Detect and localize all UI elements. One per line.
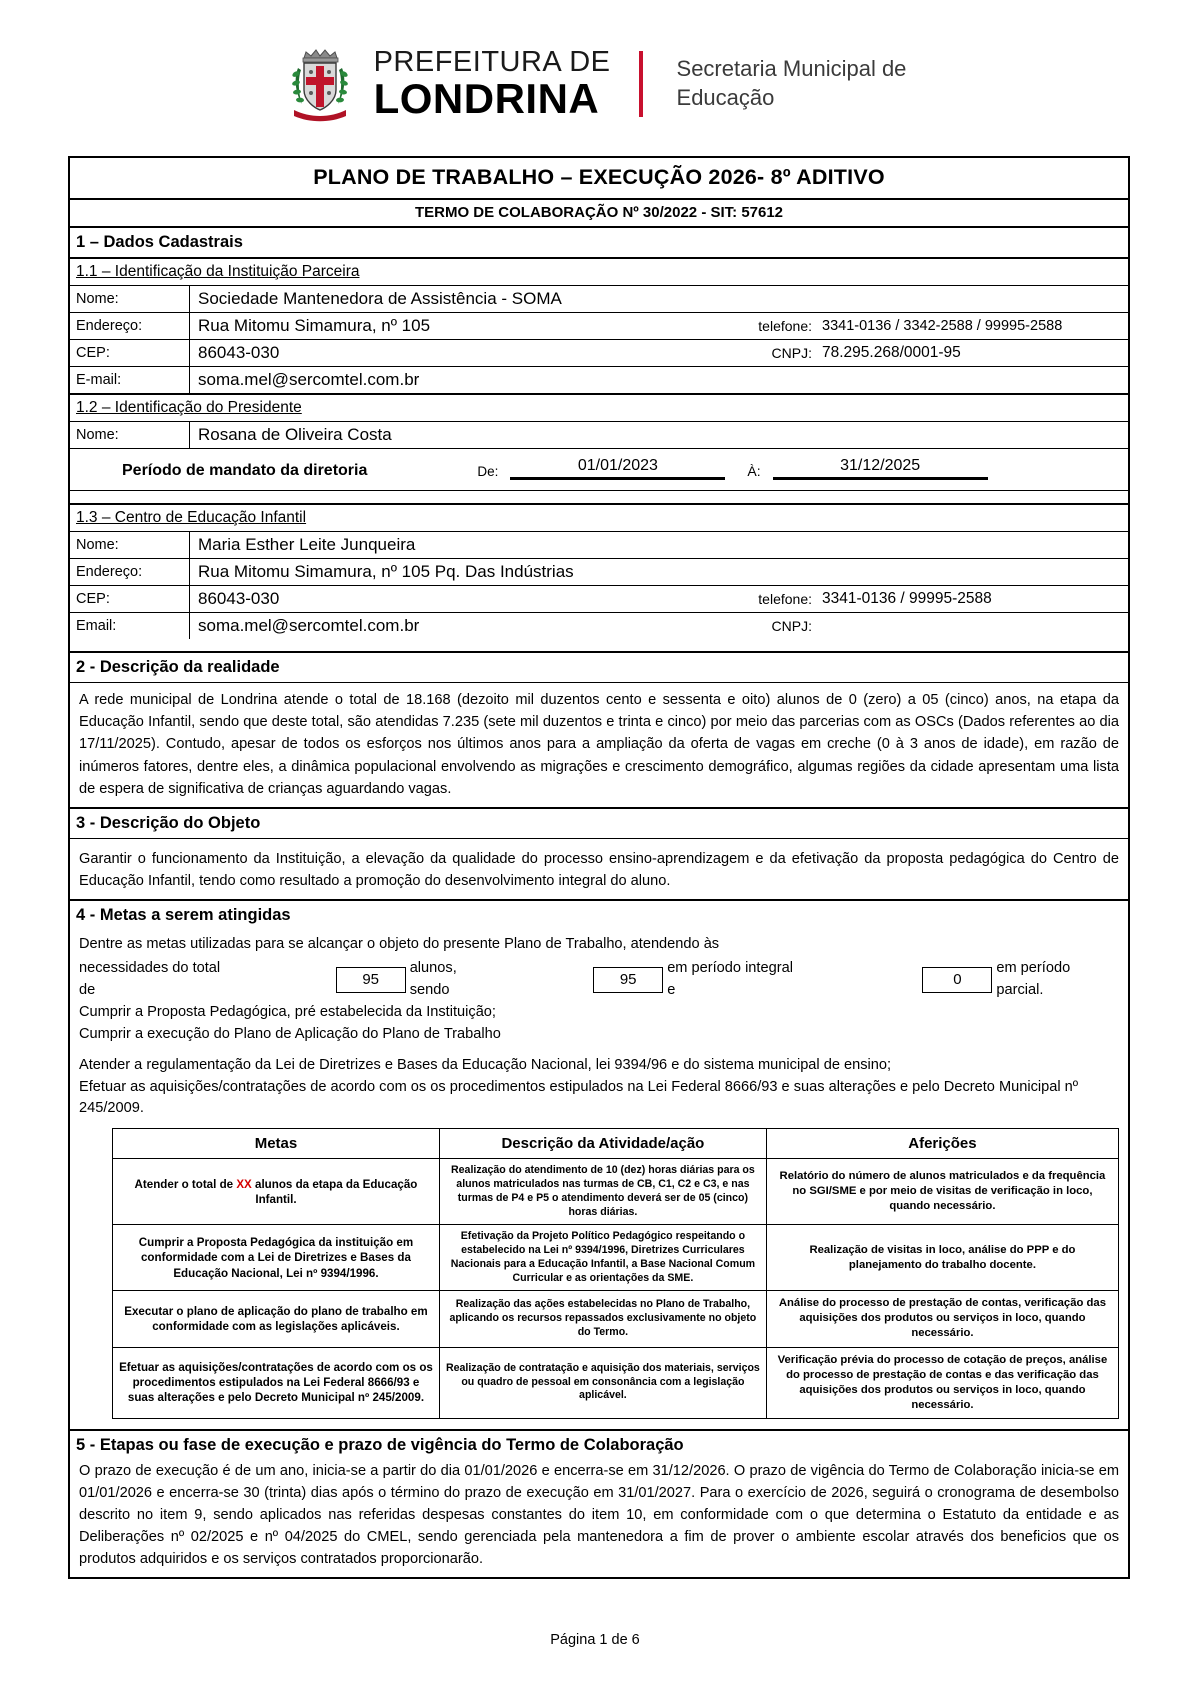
mandato-de-label: De: [477, 464, 499, 479]
section-5-etapas [70, 1431, 1128, 1578]
table-row [113, 1159, 1119, 1225]
mandato-ate-label: À: [747, 463, 761, 479]
nome-value[interactable]: Sociedade Mantenedora de Assistência - SOMA [198, 289, 562, 308]
section-5-paragraph: O prazo de execução é de um ano, inicia-se a partir do dia 01/01/2026 e encerra-se em 31/12/2026. O prazo de vigência do Termo de Colaboração inicia-se em 01/01/2026 e encerra-se 30 (trinta) dias após o término do prazo de execução em 31/01/2027. Para o exercício de 2026, seguirá o cronograma de desembolso descrito no item 9, sendo aplicados nas referidas despesas constantes do item 10, em conformidade com o que determina o Estatuto da entidade e as Deliberações nº 02/2025 e nº 04/2025 do CMEL, sendo gerenciada pela mantenedora a fim de prover o ambiente escolar através dos beneficios que os produtos adquiridos e os serviços contratados proporcionarão. [79, 1462, 1119, 1568]
cei-endereco-value[interactable]: Rua Mitomu Simamura, nº 105 Pq. Das Indústrias [198, 562, 574, 581]
section-4-metas [70, 901, 1128, 1430]
cei-telefone-value[interactable]: 3341-0136 / 99995-2588 [822, 590, 992, 607]
field-row-nome-presidente [70, 422, 1128, 449]
subsection-1-2-heading: 1.2 – Identificação do Presidente [70, 395, 1128, 422]
endereco-label: Endereço: [70, 313, 190, 339]
letterhead [0, 0, 1190, 134]
metas-line-1: Dentre as metas utilizadas para se alcançar o objeto do presente Plano de Trabalho, atendendo às [79, 936, 720, 953]
field-row-email-cei [70, 613, 1128, 639]
londrina-coat-of-arms-icon [284, 44, 356, 124]
endereco-text[interactable]: Rua Mitomu Simamura, nº 105 [198, 316, 431, 335]
cei-email-label: Email: [70, 613, 190, 639]
cei-email-value [190, 613, 1128, 639]
field-row-nome-cei [70, 532, 1128, 559]
metas-line-3: Cumprir a Proposta Pedagógica, pré estabelecida da Instituição; [79, 1003, 496, 1020]
cei-endereco-label: Endereço: [70, 559, 190, 585]
metas-col-header-descricao: Descrição da Atividade/ação [439, 1129, 766, 1159]
section-4-heading: 4 - Metas a serem atingidas [76, 906, 291, 925]
nome-label: Nome: [70, 286, 190, 312]
metas-line-4: Cumprir a execução do Plano de Aplicação do Plano de Trabalho [79, 1025, 501, 1042]
section-3-paragraph: Garantir o funcionamento da Instituição, a elevação da qualidade do processo ensino-aprendizagem e da efetivação da proposta pedagógica do Centro de Educação Infantil, tendo como resultado a promoção do desenvolvimento integral do aluno. [79, 850, 1119, 890]
prefeitura-wordmark [374, 48, 611, 120]
metas-total-label: necessidades do total de [79, 960, 221, 998]
section-2-body [70, 683, 1128, 807]
email-value[interactable]: soma.mel@sercomtel.com.br [198, 370, 420, 389]
field-row-endereco-cei [70, 559, 1128, 586]
cep-text[interactable]: 86043-030 [198, 343, 280, 362]
afericao-cell-1: Relatório do número de alunos matriculados e da frequência no SGI/SME e por meio de visitas de verificação in loco, quando necessário. [766, 1159, 1118, 1225]
endereco-value [190, 313, 1128, 339]
section-3-heading: 3 - Descrição do Objeto [70, 809, 1128, 839]
cei-nome-label: Nome: [70, 532, 190, 558]
table-row [113, 1291, 1119, 1347]
table-row [113, 1347, 1119, 1418]
table-row [113, 1225, 1119, 1291]
metas-line-6: Efetuar as aquisições/contratações de acordo com os os procedimentos estipulados na Lei Federal 8666/93 e suas alterações e pelo Decreto Municipal nº 245/2009. [79, 1078, 1079, 1117]
afericao-cell-3: Análise do processo de prestação de contas, verificação das aquisições dos produtos ou serviços in loco, quando necessário. [766, 1291, 1118, 1347]
secretaria-wordmark [677, 55, 907, 112]
telefone-label: telefone: [758, 318, 812, 334]
mandato-title: Período de mandato da diretoria [122, 462, 368, 479]
presidente-label: Nome: [70, 422, 190, 448]
descricao-cell-2: Efetivação da Projeto Político Pedagógico respeitando o estabelecido na Lei nº 9394/1996, Diretrizes Curriculares Nacionais para a Educação Infantil, a Base Nacional Comum Curricular e as orientações da SME. [439, 1225, 766, 1291]
afericao-cell-2: Realização de visitas in loco, análise do PPP e do planejamento do trabalho docente. [766, 1225, 1118, 1291]
subsection-1-3-centro-educacao [70, 505, 1128, 653]
metas-counts-row [79, 958, 1119, 1002]
telefone-value[interactable]: 3341-0136 / 3342-2588 / 99995-2588 [822, 318, 1063, 334]
cei-cep-label: CEP: [70, 586, 190, 612]
cei-cep-text[interactable]: 86043-030 [198, 589, 280, 608]
secretaria-line2: Educação [676, 85, 775, 110]
page-footer [0, 1632, 1190, 1648]
field-row-cep-cei [70, 586, 1128, 613]
mandato-row [70, 449, 1128, 491]
section-2-heading: 2 - Descrição da realidade [70, 653, 1128, 683]
descricao-cell-1: Realização do atendimento de 10 (dez) horas diárias para os alunos matriculados nas turmas de CB, C1, C2 e C3, e nas turmas de P4 e P5 o atendimento deverá ser de 05 (cinco) horas diárias. [439, 1159, 766, 1225]
metas-table-header-row [113, 1129, 1119, 1159]
meta-1-post: alunos da etapa da Educação Infantil. [251, 1177, 418, 1206]
meta-cell-1 [113, 1159, 440, 1225]
section-2-paragraph: A rede municipal de Londrina atende o total de 18.168 (dezoito mil duzentos cento e sessenta e oito) alunos de 0 (zero) a 05 (cinco) anos, na etapa da Educação Infantil, sendo que deste total, são atendidas 7.235 (sete mil duzentos e trinta e cinco) por meio das parcerias com as OSCs (Dados referentes ao dia 17/11/2025). Contudo, apesar de todos os esforços nos últimos anos para a ampliação da oferta de vagas em creche (0 à 3 anos de idade), em razão de inúmeros fatores, dentre eles, a dinâmica populacional envolvendo as migrações e crescimento demográfico, algumas regiões da cidade apresentam uma lista de espera de significativa de crianças aguardando vagas. [79, 692, 1119, 797]
metas-parcial-label: em período parcial. [996, 960, 1071, 998]
metas-alunos-label: alunos, sendo [409, 960, 457, 998]
descricao-cell-3: Realização das ações estabelecidas no Plano de Trabalho, aplicando os recursos repassados exclusivamente no objeto do Termo. [439, 1291, 766, 1347]
termo-subtitle: TERMO DE COLABORAÇÃO Nº 30/2022 - SIT: 57612 [70, 200, 1128, 228]
parcial-alunos-box[interactable]: 0 [922, 967, 992, 994]
field-row-email-instituicao [70, 367, 1128, 393]
section-2-descricao-realidade [70, 653, 1128, 809]
mandato-de-value[interactable]: 01/01/2023 [510, 457, 725, 480]
field-row-endereco-instituicao [70, 313, 1128, 340]
meta-cell-2: Cumprir a Proposta Pedagógica da instituição em conformidade com a Lei de Diretrizes e Bases da Educação Nacional, Lei nº 9394/1996. [113, 1225, 440, 1291]
prefeitura-line1: PREFEITURA DE [373, 46, 611, 78]
cei-email-text[interactable]: soma.mel@sercomtel.com.br [198, 616, 420, 635]
cei-spacer [70, 639, 1128, 651]
email-label: E-mail: [70, 367, 190, 393]
cep-value [190, 340, 1128, 366]
metas-integral-label: em período integral e [667, 960, 793, 998]
section-1-heading: 1 – Dados Cadastrais [70, 228, 1128, 259]
descricao-cell-4: Realização de contratação e aquisição dos materiais, serviços ou quadro de pessoal em consonância com a legislação aplicável. [439, 1347, 766, 1418]
section-5-heading: 5 - Etapas ou fase de execução e prazo de vigência do Termo de Colaboração [76, 1435, 684, 1454]
subsection-1-1-heading: 1.1 – Identificação da Instituição Parceira [70, 259, 1128, 286]
meta-1-pre: Atender o total de [134, 1177, 237, 1191]
cei-cep-value [190, 586, 1128, 612]
subsection-1-3-heading: 1.3 – Centro de Educação Infantil [70, 505, 1128, 532]
afericao-cell-4: Verificação prévia do processo de cotação de preços, análise do processo de prestação de contas e das verificação das aquisições dos produtos ou serviços in loco, quando necessário. [766, 1347, 1118, 1418]
mandato-ate-value[interactable]: 31/12/2025 [773, 457, 988, 480]
section-3-descricao-objeto [70, 809, 1128, 901]
meta-1-placeholder: XX [236, 1177, 252, 1191]
total-alunos-box[interactable]: 95 [336, 967, 406, 994]
meta-cell-3: Executar o plano de aplicação do plano de trabalho em conformidade com as legislações aplicáveis. [113, 1291, 440, 1347]
plano-de-trabalho-form [68, 156, 1130, 1579]
integral-alunos-box[interactable]: 95 [593, 967, 663, 994]
mandato-spacer [70, 491, 1128, 503]
section-4-intro [70, 930, 1128, 1122]
metas-col-header-afericoes: Aferições [766, 1129, 1118, 1159]
cnpj-label: CNPJ: [771, 345, 812, 361]
metas-col-header-metas: Metas [113, 1129, 440, 1159]
field-row-cep-instituicao [70, 340, 1128, 367]
field-row-nome-instituicao [70, 286, 1128, 313]
cei-nome-value[interactable]: Maria Esther Leite Junqueira [198, 535, 416, 554]
page-number: Página 1 de 6 [550, 1632, 640, 1648]
letterhead-divider [639, 51, 643, 117]
section-1-dados-cadastrais [70, 228, 1128, 395]
metas-table-container [70, 1122, 1128, 1428]
section-5-body [70, 1460, 1128, 1578]
subsection-1-2-presidente [70, 395, 1128, 505]
section-3-body [70, 839, 1128, 899]
metas-line-5: Atender a regulamentação da Lei de Diretrizes e Bases da Educação Nacional, lei 9394/96 e do sistema municipal de ensino; [79, 1056, 892, 1073]
cei-cnpj-label: CNPJ: [771, 618, 812, 634]
page-title: PLANO DE TRABALHO – EXECUÇÃO 2026- 8º ADITIVO [70, 158, 1128, 200]
cep-label: CEP: [70, 340, 190, 366]
metas-table [112, 1128, 1119, 1418]
cei-telefone-label: telefone: [758, 591, 812, 607]
meta-cell-4: Efetuar as aquisições/contratações de acordo com os os procedimentos estipulados na Lei Federal 8666/93 e suas alterações e pelo Decreto Municipal nº 245/2009. [113, 1347, 440, 1418]
prefeitura-line2: LONDRINA [373, 75, 600, 122]
secretaria-line1: Secretaria Municipal de [676, 56, 907, 82]
presidente-value[interactable]: Rosana de Oliveira Costa [198, 425, 392, 444]
cnpj-value[interactable]: 78.295.268/0001-95 [822, 344, 961, 361]
